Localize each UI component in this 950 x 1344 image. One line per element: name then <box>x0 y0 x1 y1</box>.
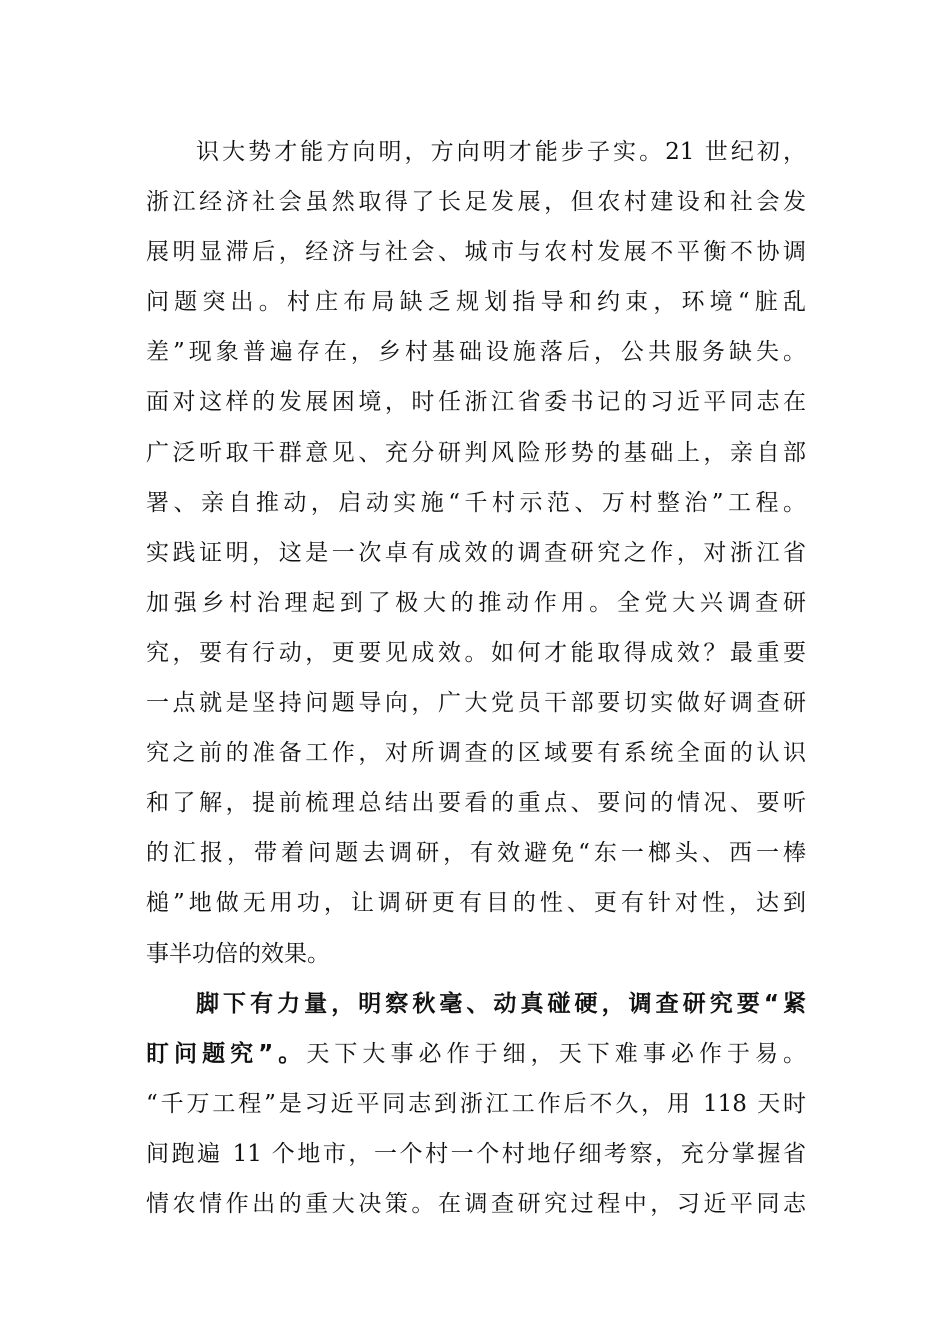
text-span: 天下大事必作于细，天下难事必作于易。 <box>306 1040 807 1067</box>
text-line: 情农情作出的重大决策。在调查研究过程中，习近平同志 <box>146 1190 806 1217</box>
paragraph-1 <box>146 127 806 979</box>
text-line: 展明显滞后，经济与社会、城市与农村发展不平衡不协调 <box>146 239 806 266</box>
text-line: 一点就是坚持问题导向，广大党员干部要切实做好调查研 <box>146 690 806 717</box>
text-line: 广泛听取干群意见、充分研判风险形势的基础上，亲自部 <box>146 439 806 466</box>
text-line: 的汇报，带着问题去调研，有效避免“东一榔头、西一棒 <box>146 840 806 867</box>
text-line: 问题突出。村庄布局缺乏规划指导和约束，环境“脏乱 <box>146 289 806 316</box>
text-line: 和了解，提前梳理总结出要看的重点、要问的情况、要听 <box>146 790 806 817</box>
text-line: 加强乡村治理起到了极大的推动作用。全党大兴调查研 <box>146 589 806 616</box>
text-line: 间跑遍 11 个地市，一个村一个村地仔细考察，充分掌握省 <box>146 1140 806 1167</box>
text-line: 署、亲自推动，启动实施“千村示范、万村整治”工程。 <box>146 489 806 516</box>
text-line: 究，要有行动，更要见成效。如何才能取得成效？最重要 <box>146 639 806 666</box>
paragraph-heading-line: 脚下有力量，明察秋毫、动真碰硬，调查研究要“紧 <box>196 990 806 1017</box>
text-line: 识大势才能方向明，方向明才能步子实。21 世纪初， <box>196 139 806 165</box>
text-line-mixed <box>146 1029 806 1079</box>
text-line: 浙江经济社会虽然取得了长足发展，但农村建设和社会发 <box>146 189 806 216</box>
text-line: 事半功倍的效果。 <box>146 940 330 967</box>
text-line: “千万工程”是习近平同志到浙江工作后不久，用 118 天时 <box>146 1090 806 1117</box>
text-line: 究之前的准备工作，对所调查的区域要有系统全面的认识 <box>146 740 806 767</box>
paragraph-2 <box>146 979 806 1229</box>
text-line: 面对这样的发展困境，时任浙江省委书记的习近平同志在 <box>146 389 806 416</box>
text-line: 槌”地做无用功，让调研更有目的性、更有针对性，达到 <box>146 890 806 917</box>
text-line: 差”现象普遍存在，乡村基础设施落后，公共服务缺失。 <box>146 339 806 366</box>
text-line: 实践证明，这是一次卓有成效的调查研究之作，对浙江省 <box>146 539 806 566</box>
paragraph-heading-end: 盯问题究”。 <box>146 1040 307 1067</box>
document-body <box>146 127 806 1229</box>
